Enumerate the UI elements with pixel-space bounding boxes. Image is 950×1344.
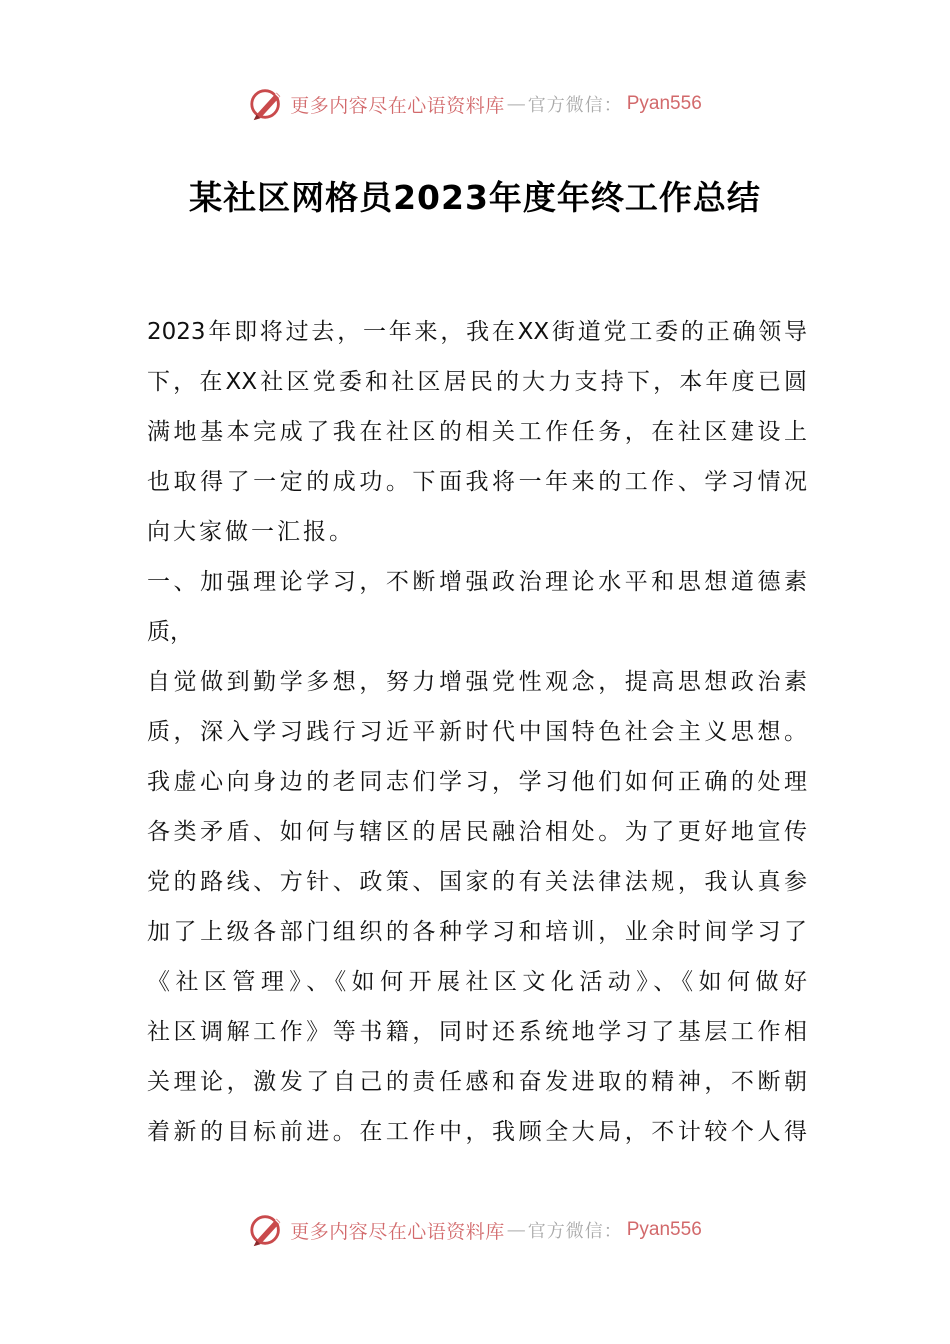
pen-logo-icon xyxy=(248,1211,286,1249)
banner-wechat-label: 官方微信： xyxy=(527,95,623,116)
body-line: 党的路线、方针、政策、国家的有关法律法规，我认真参 xyxy=(147,869,807,895)
banner-separator: — xyxy=(506,1219,526,1241)
body-line: 满地基本完成了我在社区的相关工作任务，在社区建设上 xyxy=(147,419,807,445)
footer-banner xyxy=(0,1208,950,1252)
banner-wechat-id: Pyan556 xyxy=(626,93,702,114)
body-line: 加了上级各部门组织的各种学习和培训，业余时间学习了 xyxy=(147,919,807,945)
body-line: 向大家做一汇报。 xyxy=(147,519,355,545)
header-banner xyxy=(0,82,950,126)
section-heading-end: 质， xyxy=(147,619,193,645)
body-line: 着新的目标前进。在工作中，我顾全大局，不计较个人得 xyxy=(147,1119,807,1145)
body-line: 2023年即将过去，一年来，我在XX街道党工委的正确领导 xyxy=(147,319,807,345)
body-line: 下，在XX社区党委和社区居民的大力支持下，本年度已圆 xyxy=(147,369,807,395)
banner-wechat-id: Pyan556 xyxy=(626,1219,702,1240)
body-line: 我虚心向身边的老同志们学习，学习他们如何正确的处理 xyxy=(147,769,807,795)
body-line: 《社区管理》、《如何开展社区文化活动》、《如何做好 xyxy=(147,969,807,995)
body-line: 自觉做到勤学多想，努力增强党性观念，提高思想政治素 xyxy=(147,669,807,695)
banner-text: 更多内容尽在心语资料库 xyxy=(290,94,505,117)
body-line: 也取得了一定的成功。下面我将一年来的工作、学习情况 xyxy=(147,469,807,495)
document-title: 某社区网格员2023年度年终工作总结 xyxy=(189,178,761,217)
section-heading: 一、加强理论学习，不断增强政治理论水平和思想道德素 xyxy=(147,569,807,595)
pen-logo-icon xyxy=(248,85,286,123)
body-line: 关理论，激发了自己的责任感和奋发进取的精神，不断朝 xyxy=(147,1069,807,1095)
banner-wechat-label: 官方微信： xyxy=(527,1221,623,1242)
body-line: 社区调解工作》等书籍，同时还系统地学习了基层工作相 xyxy=(147,1019,807,1045)
body-line: 质，深入学习践行习近平新时代中国特色社会主义思想。 xyxy=(147,719,807,745)
banner-text: 更多内容尽在心语资料库 xyxy=(290,1220,505,1243)
banner-separator: — xyxy=(506,93,526,115)
body-line: 各类矛盾、如何与辖区的居民融洽相处。为了更好地宣传 xyxy=(147,819,807,845)
